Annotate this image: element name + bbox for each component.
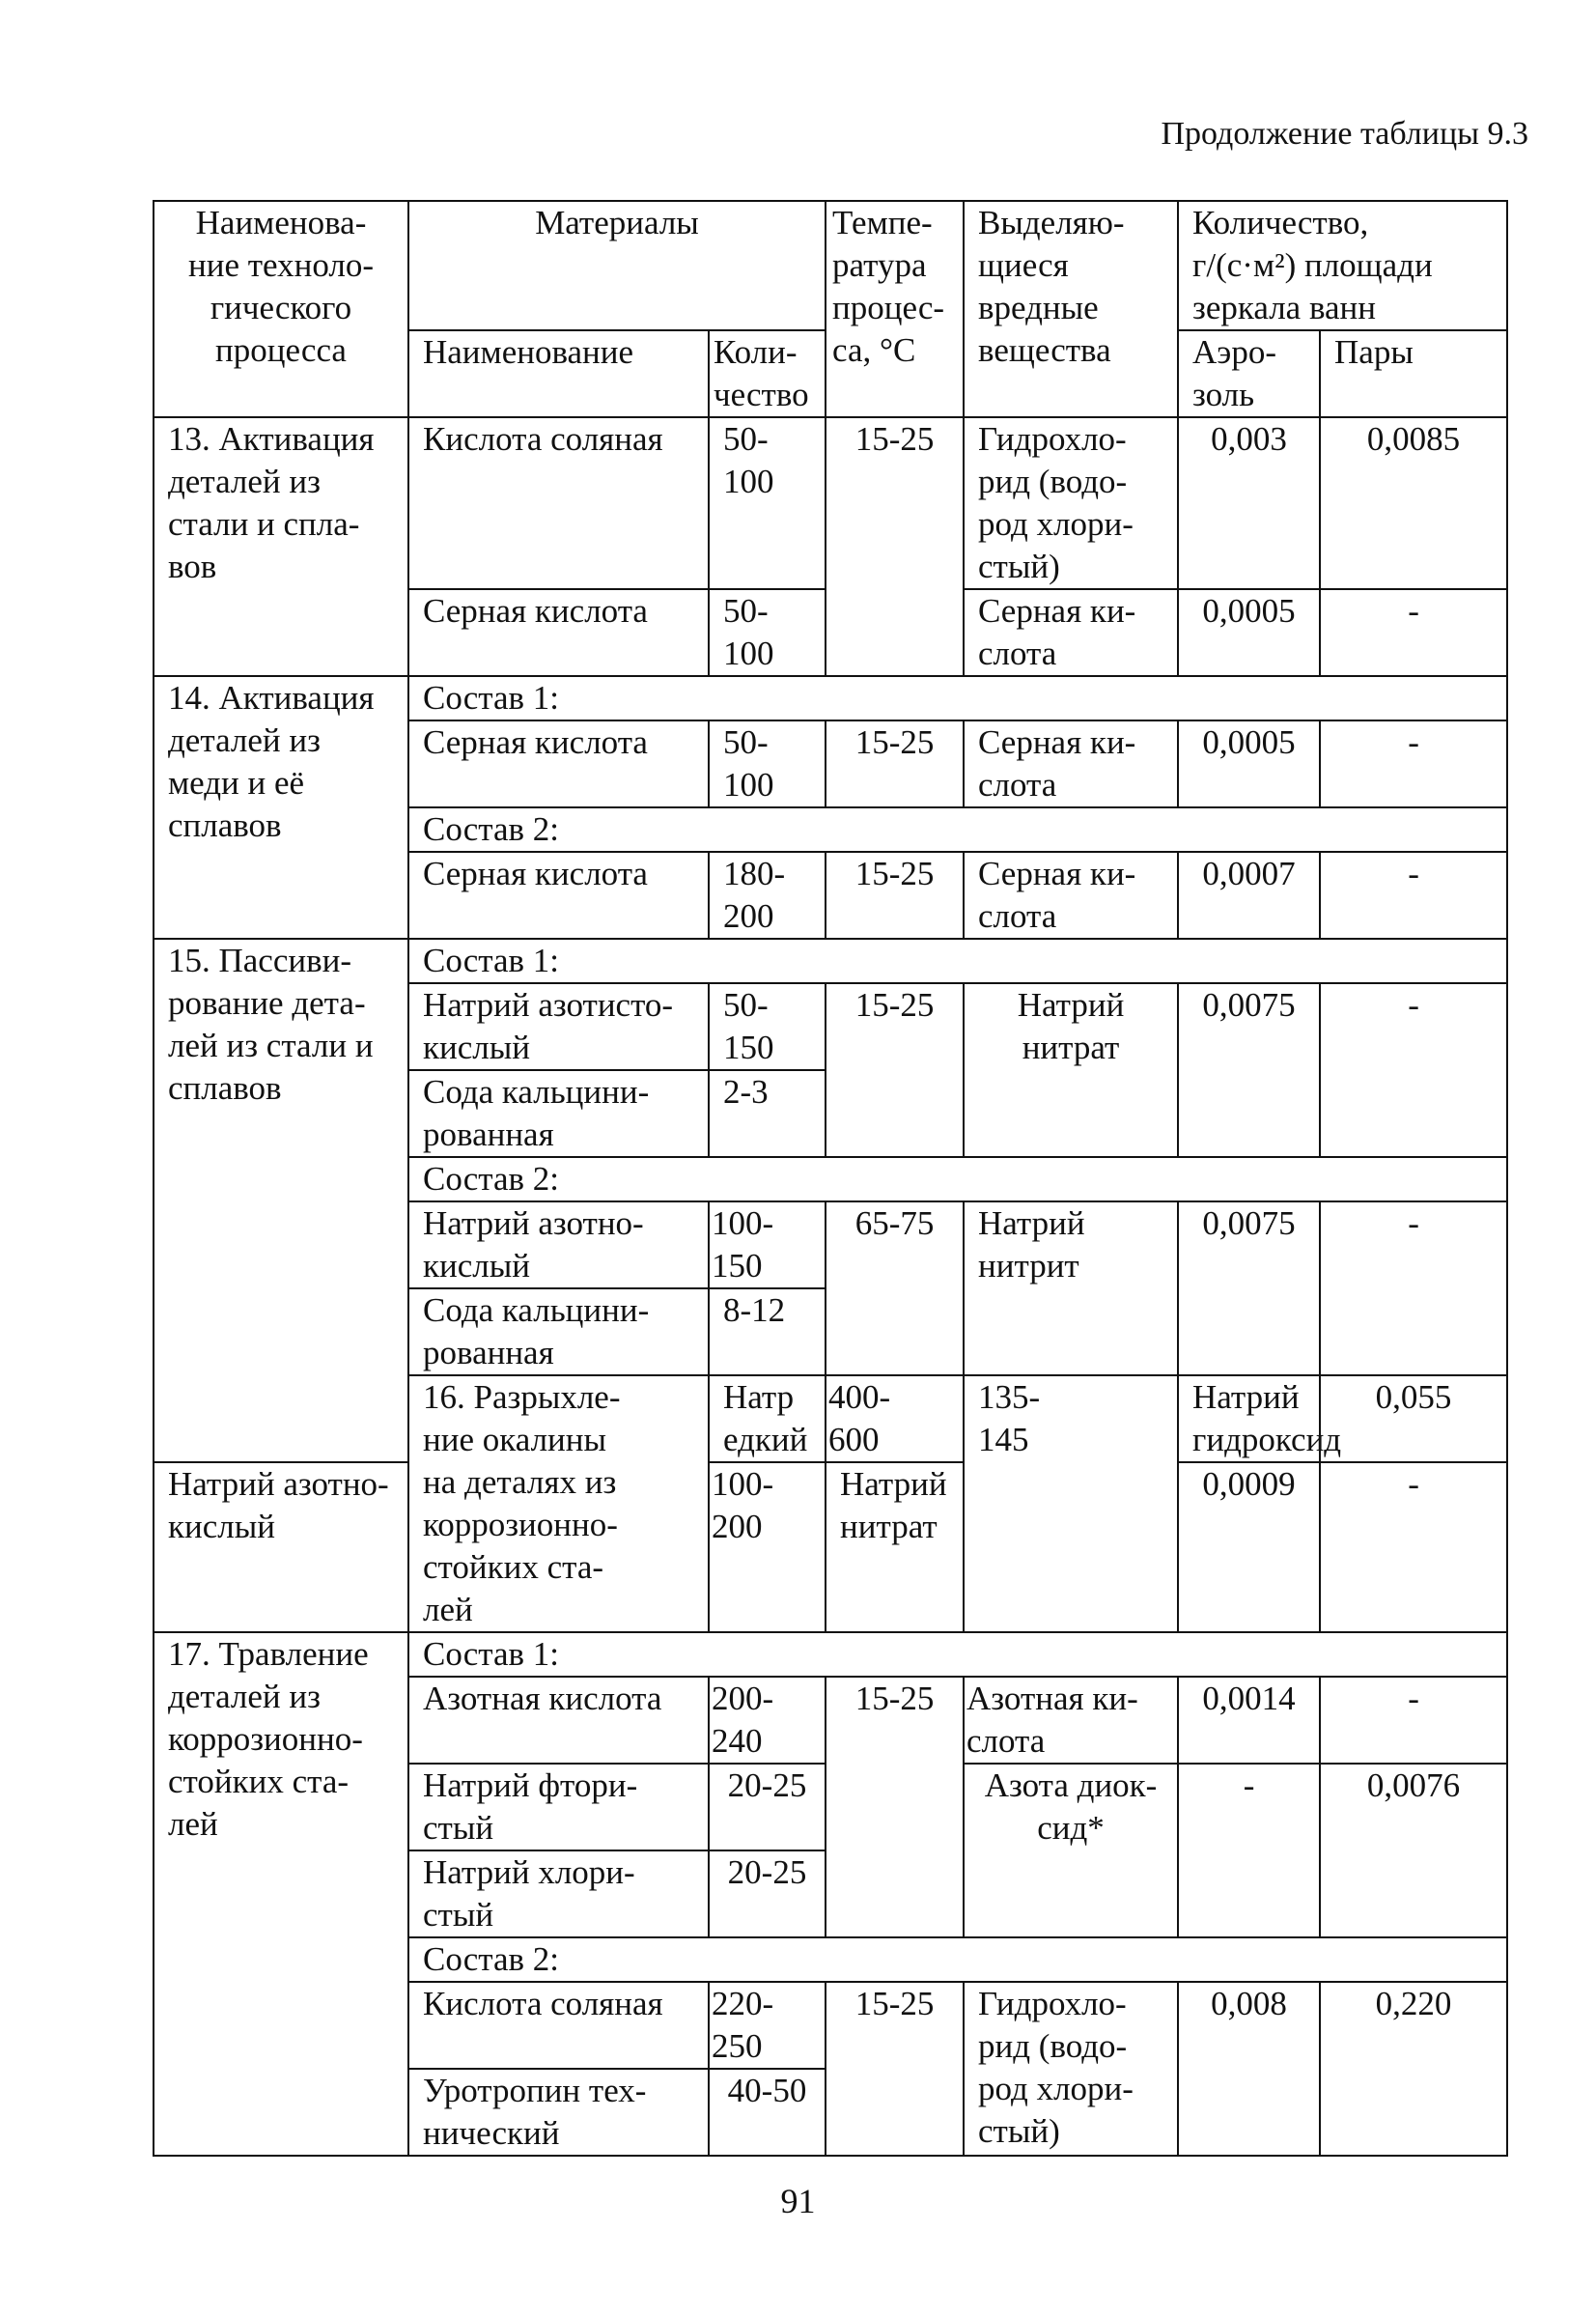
- header-aerosol: Аэро- золь: [1178, 330, 1320, 417]
- material-name: Натр едкий: [709, 1375, 826, 1462]
- material-quantity: 40-50: [709, 2069, 826, 2156]
- material-quantity: 200- 240: [709, 1677, 826, 1764]
- material-quantity: 50- 100: [709, 720, 826, 807]
- harmful-substance: Азота диок- сид*: [964, 1764, 1178, 1937]
- header-material-name: Наименование: [408, 330, 709, 417]
- process-temperature: 15-25: [826, 983, 964, 1157]
- harmful-substance: Гидрохло- рид (водо- род хлори- стый): [964, 417, 1178, 589]
- process-temperature: 15-25: [826, 1677, 964, 1937]
- harmful-substance: Азотная ки- слота: [964, 1677, 1178, 1764]
- vapor-value: -: [1320, 589, 1507, 676]
- aerosol-value: 0,008: [1178, 1982, 1320, 2156]
- header-harmful-substances: Выделяю- щиеся вредные вещества: [964, 201, 1178, 417]
- material-name: Серная кислота: [408, 720, 709, 807]
- page-number: 91: [780, 2182, 816, 2220]
- aerosol-value: 0,0007: [1178, 852, 1320, 939]
- aerosol-value: 0,0014: [1178, 1677, 1320, 1764]
- material-name: Сода кальцини- рованная: [408, 1070, 709, 1157]
- vapor-value: -: [1320, 1201, 1507, 1375]
- header-process: Наименова- ние техноло- гического процесса: [154, 201, 408, 417]
- header-amount: Количество, г/(с·м²) площади зеркала ванн: [1178, 201, 1507, 330]
- composition-label: Состав 2:: [408, 1937, 1507, 1982]
- material-quantity: 100- 200: [709, 1462, 826, 1632]
- material-name: Натрий азотисто- кислый: [408, 983, 709, 1070]
- harmful-substance: Гидрохло- рид (водо- род хлори- стый): [964, 1982, 1178, 2156]
- aerosol-value: 0,055: [1320, 1375, 1507, 1462]
- harmful-substance: Серная ки- слота: [964, 589, 1178, 676]
- material-name: Натрий азотно- кислый: [154, 1462, 408, 1632]
- vapor-value: -: [1320, 983, 1507, 1157]
- aerosol-value: 0,0075: [1178, 983, 1320, 1157]
- composition-label: Состав 1:: [408, 676, 1507, 720]
- material-quantity: 180- 200: [709, 852, 826, 939]
- harmful-substance: Натрий нитрат: [964, 983, 1178, 1157]
- process-temperature: 15-25: [826, 1982, 964, 2156]
- header-materials: Материалы: [408, 201, 826, 330]
- material-quantity: 220- 250: [709, 1982, 826, 2069]
- material-name: Натрий хлори- стый: [408, 1850, 709, 1937]
- harmful-substance: Натрий нитрат: [826, 1462, 964, 1632]
- vapor-value: 0,220: [1320, 1982, 1507, 2156]
- aerosol-value: 0,0005: [1178, 720, 1320, 807]
- aerosol-value: 0,0075: [1178, 1201, 1320, 1375]
- material-name: Азотная кислота: [408, 1677, 709, 1764]
- composition-label: Состав 1:: [408, 1632, 1507, 1677]
- material-name: Уротропин тех- нический: [408, 2069, 709, 2156]
- process-temperature: 65-75: [826, 1201, 964, 1375]
- composition-label: Состав 1:: [408, 939, 1507, 983]
- composition-label: Состав 2:: [408, 807, 1507, 852]
- harmful-substance: Натрий гидроксид: [1178, 1375, 1320, 1462]
- material-name: Натрий фтори- стый: [408, 1764, 709, 1850]
- material-quantity: 400- 600: [826, 1375, 964, 1462]
- vapor-value: -: [1320, 1462, 1507, 1632]
- vapor-value: -: [1320, 1677, 1507, 1764]
- process-13-name: 13. Активация деталей из стали и спла- вов: [154, 417, 408, 676]
- process-temperature: 135- 145: [964, 1375, 1178, 1632]
- material-name: Натрий азотно- кислый: [408, 1201, 709, 1288]
- process-16-name: 16. Разрыхле- ние окалины на деталях из коррозионно- стойких ста- лей: [408, 1375, 709, 1632]
- table-continuation-caption: Продолжение таблицы 9.3: [1161, 116, 1528, 152]
- material-name: Сода кальцини- рованная: [408, 1288, 709, 1375]
- material-quantity: 100- 150: [709, 1201, 826, 1288]
- aerosol-value: -: [1178, 1764, 1320, 1937]
- header-vapor: Пары: [1320, 330, 1507, 417]
- process-17-name: 17. Травление деталей из коррозионно- стойких ста- лей: [154, 1632, 408, 2156]
- aerosol-value: 0,0009: [1178, 1462, 1320, 1632]
- process-temperature: 15-25: [826, 852, 964, 939]
- composition-label: Состав 2:: [408, 1157, 1507, 1201]
- vapor-value: 0,0076: [1320, 1764, 1507, 1937]
- emissions-table: [153, 200, 1508, 2157]
- material-quantity: 50- 150: [709, 983, 826, 1070]
- vapor-value: -: [1320, 852, 1507, 939]
- process-14-name: 14. Активация деталей из меди и её сплавов: [154, 676, 408, 939]
- harmful-substance: Серная ки- слота: [964, 852, 1178, 939]
- material-quantity: 50- 100: [709, 589, 826, 676]
- aerosol-value: 0,0005: [1178, 589, 1320, 676]
- harmful-substance: Натрий нитрит: [964, 1201, 1178, 1375]
- header-material-quantity: Коли- чество: [709, 330, 826, 417]
- harmful-substance: Серная ки- слота: [964, 720, 1178, 807]
- header-temperature: Темпе- ратура процес- са, °С: [826, 201, 964, 417]
- process-temperature: 15-25: [826, 417, 964, 676]
- aerosol-value: 0,003: [1178, 417, 1320, 589]
- vapor-value: -: [1320, 720, 1507, 807]
- process-15-name: 15. Пассиви- рование дета- лей из стали и сплавов: [154, 939, 408, 1462]
- vapor-value: 0,0085: [1320, 417, 1507, 589]
- material-quantity: 20-25: [709, 1764, 826, 1850]
- material-name: Серная кислота: [408, 852, 709, 939]
- material-name: Серная кислота: [408, 589, 709, 676]
- process-temperature: 15-25: [826, 720, 964, 807]
- material-quantity: 50- 100: [709, 417, 826, 589]
- material-quantity: 2-3: [709, 1070, 826, 1157]
- material-quantity: 20-25: [709, 1850, 826, 1937]
- material-quantity: 8-12: [709, 1288, 826, 1375]
- material-name: Кислота соляная: [408, 1982, 709, 2069]
- material-name: Кислота соляная: [408, 417, 709, 589]
